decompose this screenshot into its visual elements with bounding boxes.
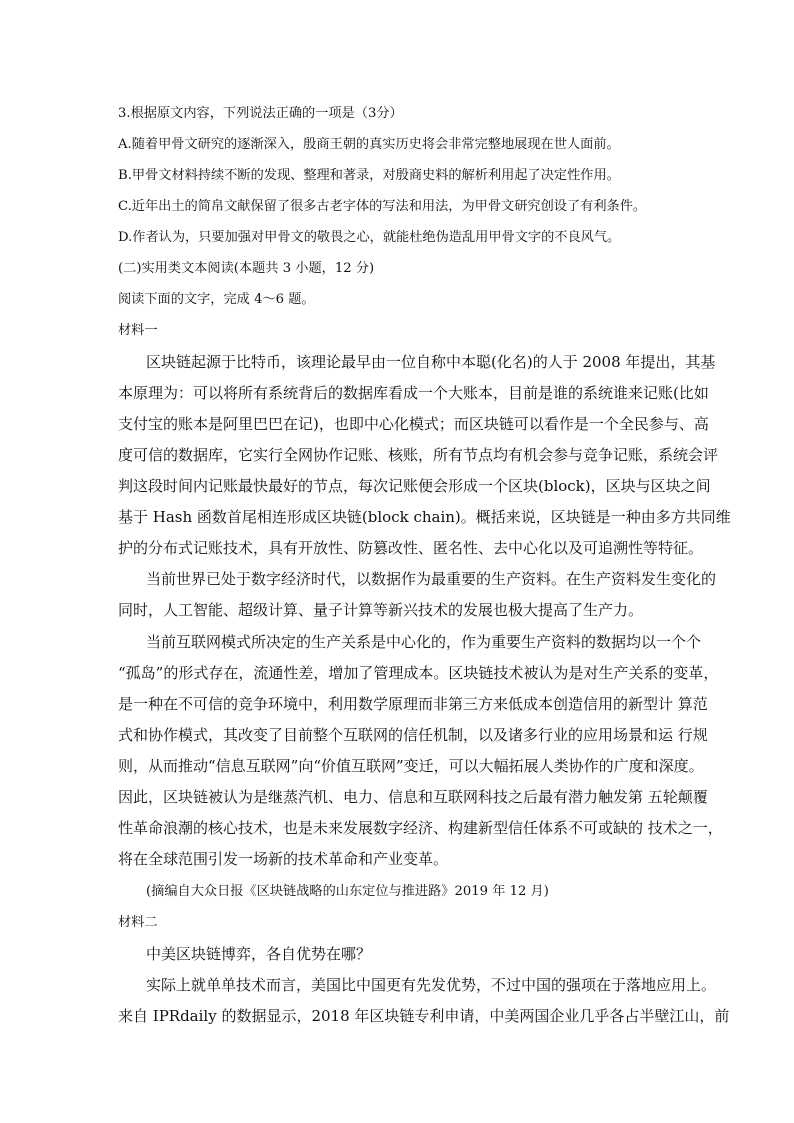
material-1-para-3-line: 当前互联网模式所决定的生产关系是中心化的，作为重要生产资料的数据均以一个个 [146, 633, 702, 651]
material-1-para-1-line: 度可信的数据库，它实行全网协作记账、核账，所有节点均有机会参与竞争记账，系统会评 [118, 446, 719, 464]
material-2-title: 材料二 [118, 915, 158, 930]
material-1-para-3-line: 因此，区块链被认为是继蒸汽机、电力、信息和互联网科技之后最有潜力触发第 五轮颠覆 [118, 788, 708, 806]
material-1-para-3-line: 是一种在不可信的竞争环境中，利用数学原理而非第三方来低成本创造信用的新型计 算范 [118, 695, 708, 713]
option-b: B.甲骨文材料持续不断的发现、整理和著录，对殷商史料的解析利用起了决定性作用。 [118, 168, 620, 183]
option-c: C.近年出土的简帛文献保留了很多古老字体的写法和用法，为甲骨文研究创设了有利条件。 [118, 199, 647, 214]
option-d: D.作者认为，只要加强对甲骨文的敬畏之心，就能杜绝伪造乱用甲骨文字的不良风气。 [118, 230, 621, 245]
option-a: A.随着甲骨文研究的逐渐深入，殷商王朝的真实历史将会非常完整地展现在世人面前。 [118, 137, 620, 152]
material-1-para-1-line: 判这段时间内记账最快最好的节点，每次记账便会形成一个区块(block)，区块与区块之间 [118, 477, 711, 495]
material-1-para-3-line: 性革命浪潮的核心技术，也是未来发展数字经济、构建新型信任体系不可或缺的 技术之一， [118, 819, 723, 837]
material-1-para-3-line: “孤岛”的形式存在，流通性差，增加了管理成本。区块链技术被认为是对生产关系的变革， [118, 664, 719, 682]
material-1-para-3-line: 式和协作模式，其改变了目前整个互联网的信任机制，以及诸多行业的应用场景和运 行规 [118, 726, 708, 744]
material-2-subtitle: 中美区块链博弈，各自优势在哪？ [146, 945, 372, 963]
material-1-para-1-line: 护的分布式记账技术，具有开放性、防篡改性、匿名性、去中心化以及可追溯性等特征。 [118, 539, 704, 557]
material-1-para-2-line: 同时，人工智能、超级计算、量子计算等新兴技术的发展也极大提高了生产力。 [118, 601, 644, 619]
question-3-stem: 3.根据原文内容，下列说法正确的一项是（3分） [118, 106, 403, 121]
material-1-para-1-line: 支付宝的账本是阿里巴巴在记)，也即中心化模式；而区块链可以看作是一个全民参与、高 [118, 415, 709, 433]
material-1-para-1-line: 基于 Hash 函数首尾相连形成区块链(block chain)。概括来说，区块链是一种由多方共同维 [118, 508, 731, 526]
section-heading: (二)实用类文本阅读(本题共 3 小题，12 分) [118, 261, 375, 276]
material-1-source: (摘编自大众日报《区块链战略的山东定位与推进路》2019 年 12 月) [146, 884, 549, 899]
section-instruction: 阅读下面的文字，完成 4～6 题。 [118, 292, 315, 307]
material-1-para-3-line: 则，从而推动“信息互联网”向“价值互联网”变迁，可以大幅拓展人类协作的广度和深度。 [118, 757, 704, 775]
material-1-para-3-line: 将在全球范围引发一场新的技术革命和产业变革。 [118, 850, 449, 868]
material-2-para-1-line: 实际上就单单技术而言，美国比中国更有先发优势，不过中国的强项在于落地应用上。 [146, 976, 717, 994]
material-1-title: 材料一 [118, 323, 158, 338]
material-1-para-1-line: 区块链起源于比特币，该理论最早由一位自称中本聪(化名)的人于 2008 年提出，其基 [146, 353, 716, 371]
material-2-para-1-line: 来自 IPRdaily 的数据显示，2018 年区块链专利申请，中美两国企业几乎各占半壁江山，前 [118, 1007, 730, 1025]
material-1-para-2-line: 当前世界已处于数字经济时代，以数据作为最重要的生产资料。在生产资料发生变化的 [146, 570, 717, 588]
material-1-para-1-line: 本原理为：可以将所有系统背后的数据库看成一个大账本，目前是谁的系统谁来记账(比如 [118, 384, 709, 402]
